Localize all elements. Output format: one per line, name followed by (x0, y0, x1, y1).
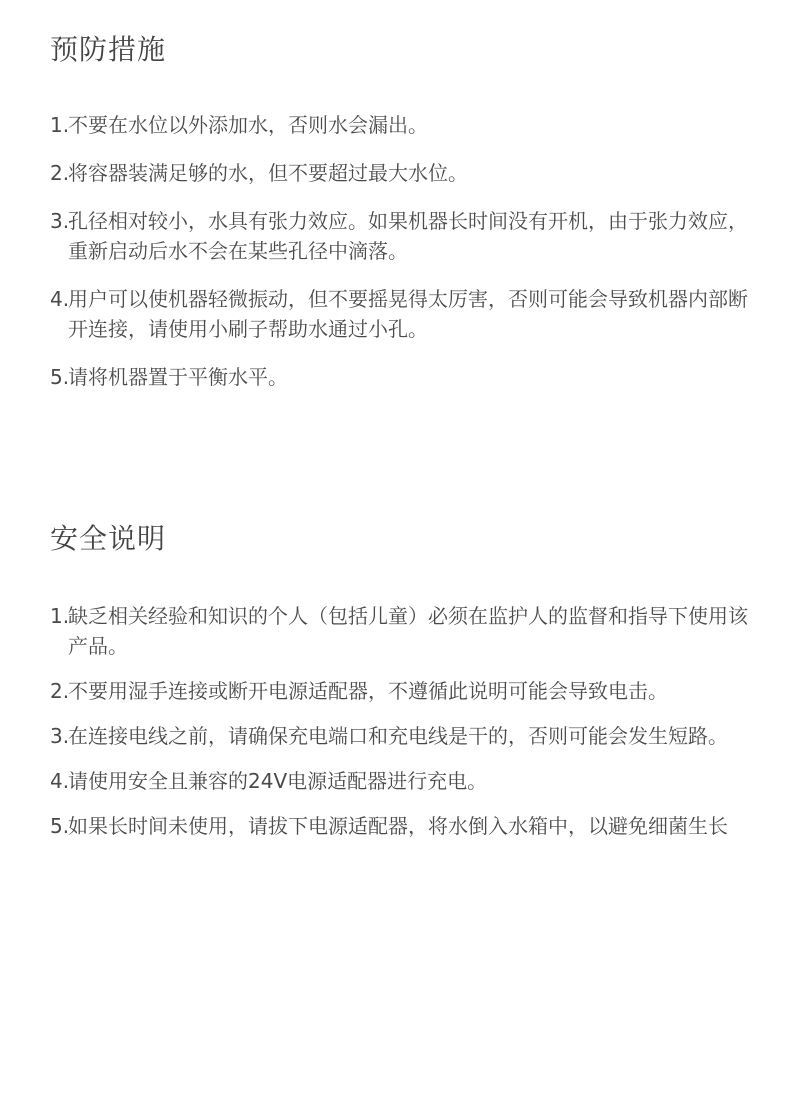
precaution-item-5 (50, 362, 760, 392)
safety-item-3 (50, 721, 760, 751)
item-text: 不要在水位以外添加水，否则水会漏出。 (68, 113, 428, 137)
safety-item-5 (50, 811, 760, 841)
item-number: 5. (50, 814, 70, 838)
precaution-item-4 (50, 284, 760, 344)
safety-item-1 (50, 601, 760, 661)
item-text: 在连接电线之前，请确保充电端口和充电线是干的，否则可能会发生短路。 (68, 724, 728, 748)
item-number: 3. (50, 724, 70, 748)
precaution-item-1 (50, 110, 760, 140)
item-number: 1. (50, 604, 70, 628)
precaution-item-2 (50, 158, 760, 188)
safety-item-2 (50, 676, 760, 706)
item-text: 请将机器置于平衡水平。 (68, 365, 288, 389)
precautions-section (50, 30, 760, 410)
safety-title: 安全说明 (50, 522, 167, 555)
item-text: 将容器装满足够的水，但不要超过最大水位。 (68, 161, 468, 185)
item-number: 5. (50, 365, 70, 389)
item-number: 1. (50, 113, 70, 137)
item-text: 请使用安全且兼容的24V电源适配器进行充电。 (68, 769, 488, 793)
item-number: 3. (50, 209, 70, 233)
precautions-list (50, 110, 760, 392)
item-text: 用户可以使机器轻微振动，但不要摇晃得太厉害，否则可能会导致机器内部断开连接，请使用小刷子帮助水通过小孔。 (68, 287, 748, 341)
safety-item-4 (50, 766, 760, 796)
item-number: 2. (50, 679, 70, 703)
item-text: 不要用湿手连接或断开电源适配器，不遵循此说明可能会导致电击。 (68, 679, 668, 703)
item-number: 4. (50, 769, 70, 793)
item-number: 2. (50, 161, 70, 185)
precaution-item-3 (50, 206, 760, 266)
item-text: 如果长时间未使用，请拔下电源适配器，将水倒入水箱中，以避免细菌生长 (68, 814, 728, 838)
safety-section (50, 519, 760, 856)
precautions-title: 预防措施 (50, 33, 167, 66)
item-text: 孔径相对较小，水具有张力效应。如果机器长时间没有开机，由于张力效应，重新启动后水不会在某些孔径中滴落。 (68, 209, 748, 263)
safety-list (50, 601, 760, 841)
item-text: 缺乏相关经验和知识的个人（包括儿童）必须在监护人的监督和指导下使用该产品。 (68, 604, 748, 658)
item-number: 4. (50, 287, 70, 311)
